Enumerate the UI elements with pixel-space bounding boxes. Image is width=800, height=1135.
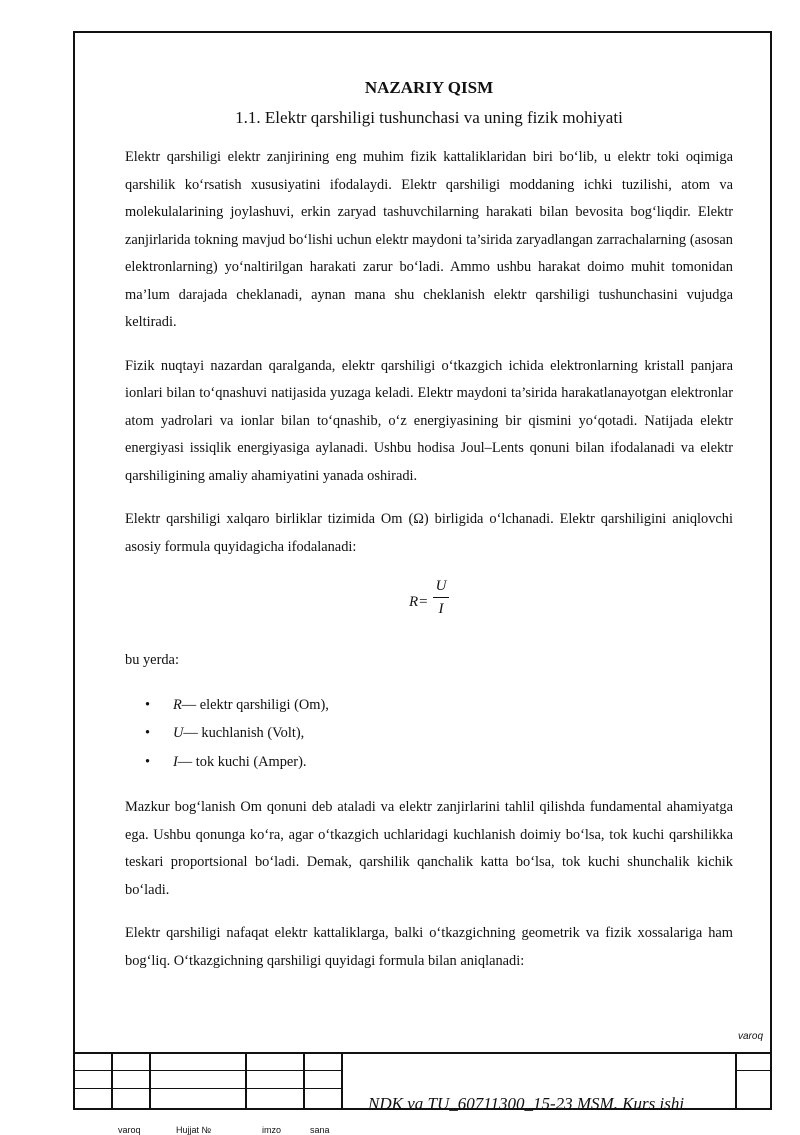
stamp-line	[735, 1070, 770, 1071]
paragraph: Fizik nuqtayi nazardan qaralganda, elektr qarshiligi o‘tkazgich ichida elektronlarning kristall panjara ionlari bilan to‘qnashuvi natijasida yuzaga keladi. Elektr maydoni ta’sirida harakatlanayotgan elektronlar atom yadrolari va ionlar bilan to‘qnashib, o‘z energiyasining bir qismini yo‘qotadi. Natijada elektr energiyasi issiqlik energiyasiga aylanadi. Ushbu hodisa Joul–Lents qonuni bilan ifodalanadi va elektr qarshiligining amaliy ahamiyatini yanada oshiradi.	[125, 357, 733, 484]
stamp-line	[111, 1052, 113, 1109]
paragraph: Mazkur bog‘lanish Om qonuni deb ataladi va elektr zanjirlarini tahlil qilishda fundamental ahamiyatga ega. Ushbu qonunga ko‘ra, agar o‘tkazgich uchlaridagi kuchlanish doimiy bo‘lsa, tok kuchi qarshilikka teskari proportsional bo‘ladi. Demak, qarshilik qanchalik katta bo‘lsa, tok kuchi shunchalik kichik bo‘ladi.	[125, 799, 733, 898]
bullet-icon: •	[145, 725, 151, 741]
variable-list	[125, 691, 733, 777]
where-text: bu yerda:	[125, 652, 179, 668]
paragraph: Elektr qarshiligi xalqaro birliklar tizimida Om (Ω) birligida o‘lchanadi. Elektr qarshiligini aniqlovchi asosiy formula quyidagicha ifodalanadi:	[125, 511, 733, 555]
variable-symbol: I	[173, 753, 178, 770]
bullet-icon: •	[145, 696, 151, 713]
paragraph: Elektr qarshiligi elektr zanjirining eng muhim fizik kattaliklaridan biri bo‘lib, u elektr toki oqimiga qarshilik ko‘rsatish xususiyatini ifodalaydi. Elektr qarshiligi moddaning ichki tuzilishi, atom va molekulalarining joylashuvi, erkin zaryad tashuvchilarning harakati bilan bevosita bog‘liqdir. Elektr zanjirlarida tokning mavjud bo‘lishi uchun elektr maydoni ta’sirida zaryadlangan zarrachalarning (asosan elektronlarning) yo‘naltirilgan harakati zarur bo‘ladi. Ammo ushbu harakat doimo muhit tomonidan ma’lum darajada cheklanadi, aynan mana shu cheklanish elektr qarshiligi tushunchasini vujudga keltiradi.	[125, 149, 733, 330]
stamp-line	[245, 1052, 247, 1109]
stamp-column-label: varoq	[118, 1125, 141, 1135]
stamp-line	[303, 1052, 305, 1109]
stamp-line	[735, 1052, 737, 1109]
subsection-heading: 1.1. Elektr qarshiligi tushunchasi va uning fizik mohiyati	[235, 108, 623, 127]
formula-numerator: U	[435, 578, 447, 594]
list-item	[125, 719, 733, 748]
variable-symbol: U	[173, 725, 184, 741]
formula-lhs: R=	[409, 594, 429, 610]
variable-description: — tok kuchi (Amper).	[177, 753, 307, 770]
stamp-column-label: Hujjat №	[176, 1125, 212, 1135]
list-item	[125, 691, 733, 720]
bullet-icon: •	[145, 753, 151, 770]
stamp-column-label: sana	[310, 1125, 330, 1135]
stamp-line	[75, 1052, 770, 1054]
stamp-title: NDK va TU_60711300_15-23 MSM. Kurs ishi	[368, 1094, 685, 1113]
stamp-column-label: imzo	[262, 1125, 282, 1135]
document-body	[125, 78, 733, 991]
sheet-label: varoq	[738, 1031, 764, 1042]
paragraph: Elektr qarshiligi nafaqat elektr kattaliklarga, balki o‘tkazgichning geometrik va fizik xossalariga ham bog‘liq. O‘tkazgichning qarshiligi quyidagi formula bilan aniqlanadi:	[125, 925, 733, 969]
variable-description: — elektr qarshiligi (Om),	[181, 696, 329, 713]
ohms-law-formula	[125, 577, 733, 631]
formula-fraction	[433, 577, 449, 618]
stamp-line	[75, 1088, 342, 1089]
formula-denominator: I	[438, 601, 444, 617]
fraction-bar	[433, 597, 449, 598]
stamp-line	[75, 1070, 342, 1071]
section-heading: NAZARIY QISM	[364, 78, 494, 97]
stamp-line	[341, 1052, 343, 1109]
list-item	[125, 748, 733, 777]
variable-symbol: R	[173, 696, 182, 713]
variable-description: — kuchlanish (Volt),	[183, 725, 305, 741]
stamp-line	[149, 1052, 151, 1109]
